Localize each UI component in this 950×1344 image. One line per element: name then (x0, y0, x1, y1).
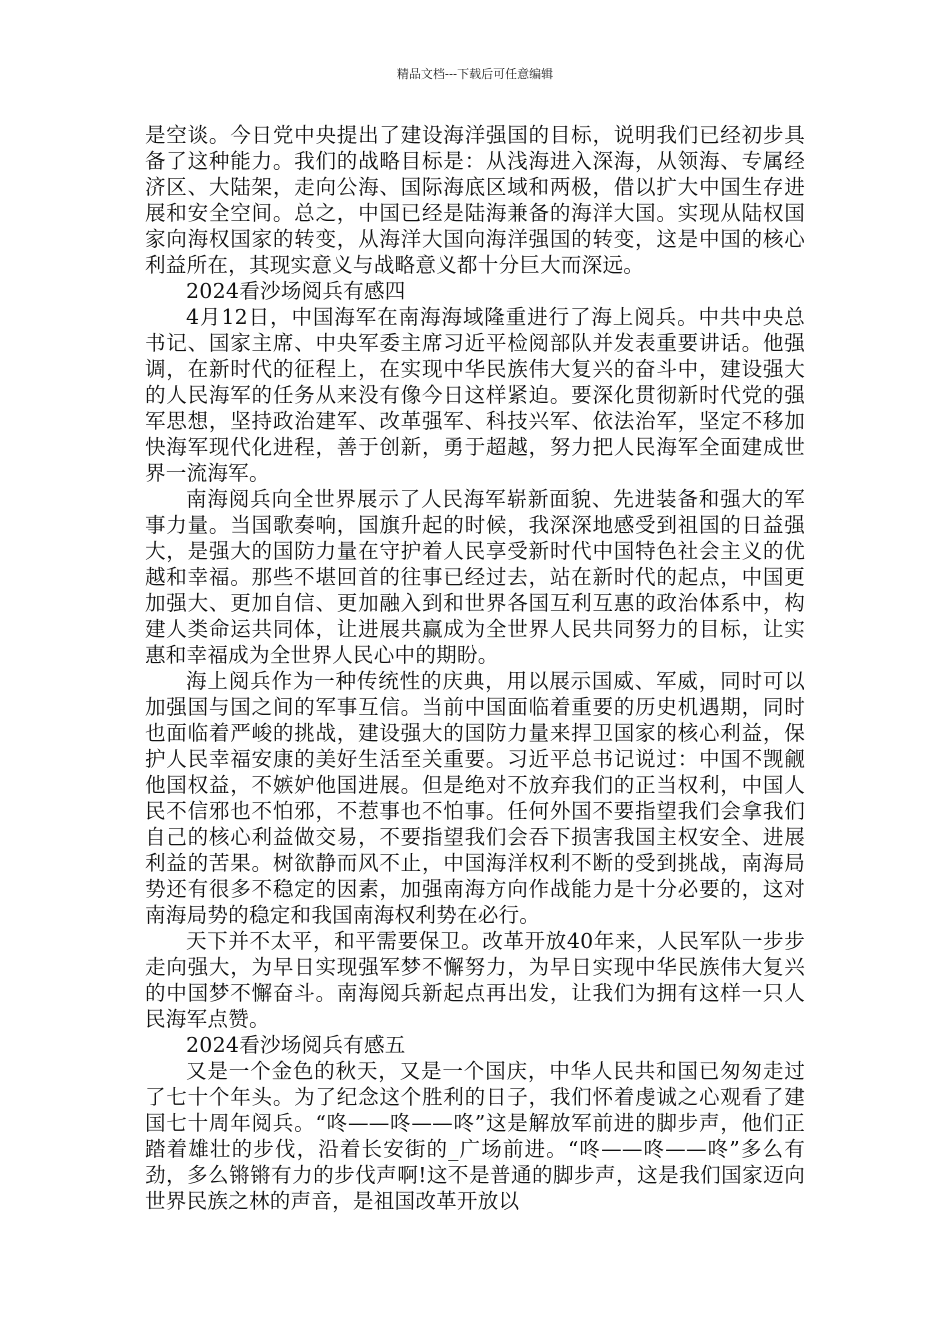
paragraph: 4月12日，中国海军在南海海域隆重进行了海上阅兵。中共中央总书记、国家主席、中央军委主席习近平检阅部队并发表重要讲话。他强调，在新时代的征程上，在实现中华民族伟大复兴的奋斗中，建设强大的人民海军的任务从来没有像今日这样紧迫。要深化贯彻新时代党的强军思想，坚持政治建军、改革强军、科技兴军、依法治军，坚定不移加快海军现代化进程，善于创新，勇于超越，努力把人民海军全面建成世界一流海军。 (145, 305, 805, 485)
paragraph: 南海阅兵向全世界展示了人民海军崭新面貌、先进装备和强大的军事力量。当国歌奏响，国旗升起的时候，我深深地感受到祖国的日益强大，是强大的国防力量在守护着人民享受新时代中国特色社会主义的优越和幸福。那些不堪回首的往事已经过去，站在新时代的起点，中国更加强大、更加自信、更加融入到和世界各国互利互惠的政治体系中，构建人类命运共同体，让进展共赢成为全世界人民共同努力的目标，让实惠和幸福成为全世界人民心中的期盼。 (145, 487, 805, 667)
page-header: 精品文档---下载后可任意编辑 (396, 67, 554, 81)
document-body (145, 122, 805, 1214)
paragraph: 又是一个金色的秋天，又是一个国庆，中华人民共和国已匆匆走过了七十个年头。为了纪念这个胜利的日子，我们怀着虔诚之心观看了建国七十周年阅兵。“咚——咚——咚”这是解放军前进的脚步声，他们正踏着雄壮的步伐，沿着长安街的_广场前进。“咚——咚——咚”多么有劲，多么锵锵有力的步伐声啊!这不是普通的脚步声，这是我们国家迈向世界民族之林的声音，是祖国改革开放以 (145, 1059, 805, 1213)
paragraph: 海上阅兵作为一种传统性的庆典，用以展示国威、军威，同时可以加强国与国之间的军事互信。当前中国面临着重要的历史机遇期，同时也面临着严峻的挑战，建设强大的国防力量来捍卫国家的核心利益，保护人民幸福安康的美好生活至关重要。习近平总书记说过：中国不觊觎他国权益，不嫉妒他国进展。但是绝对不放弃我们的正当权利，中国人民不信邪也不怕邪，不惹事也不怕事。任何外国不要指望我们会拿我们自己的核心利益做交易，不要指望我们会吞下损害我国主权安全、进展利益的苦果。树欲静而风不止，中国海洋权利不断的受到挑战，南海局势还有很多不稳定的因素，加强南海方向作战能力是十分必要的，这对南海局势的稳定和我国南海权利势在必行。 (145, 669, 805, 927)
section-heading: 2024看沙场阅兵有感五 (186, 1033, 406, 1057)
section-heading: 2024看沙场阅兵有感四 (186, 279, 406, 303)
paragraph: 是空谈。今日党中央提出了建设海洋强国的目标，说明我们已经初步具备了这种能力。我们的战略目标是：从浅海进入深海，从领海、专属经济区、大陆架，走向公海、国际海底区域和两极，借以扩大中国生存进展和安全空间。总之，中国已经是陆海兼备的海洋大国。实现从陆权国家向海权国家的转变，从海洋大国向海洋强国的转变，这是中国的核心利益所在，其现实意义与战略意义都十分巨大而深远。 (145, 123, 805, 277)
paragraph: 天下并不太平，和平需要保卫。改革开放40年来，人民军队一步步走向强大，为早日实现强军梦不懈努力，为早日实现中华民族伟大复兴的中国梦不懈奋斗。南海阅兵新起点再出发，让我们为拥有这样一只人民海军点赞。 (145, 929, 805, 1031)
